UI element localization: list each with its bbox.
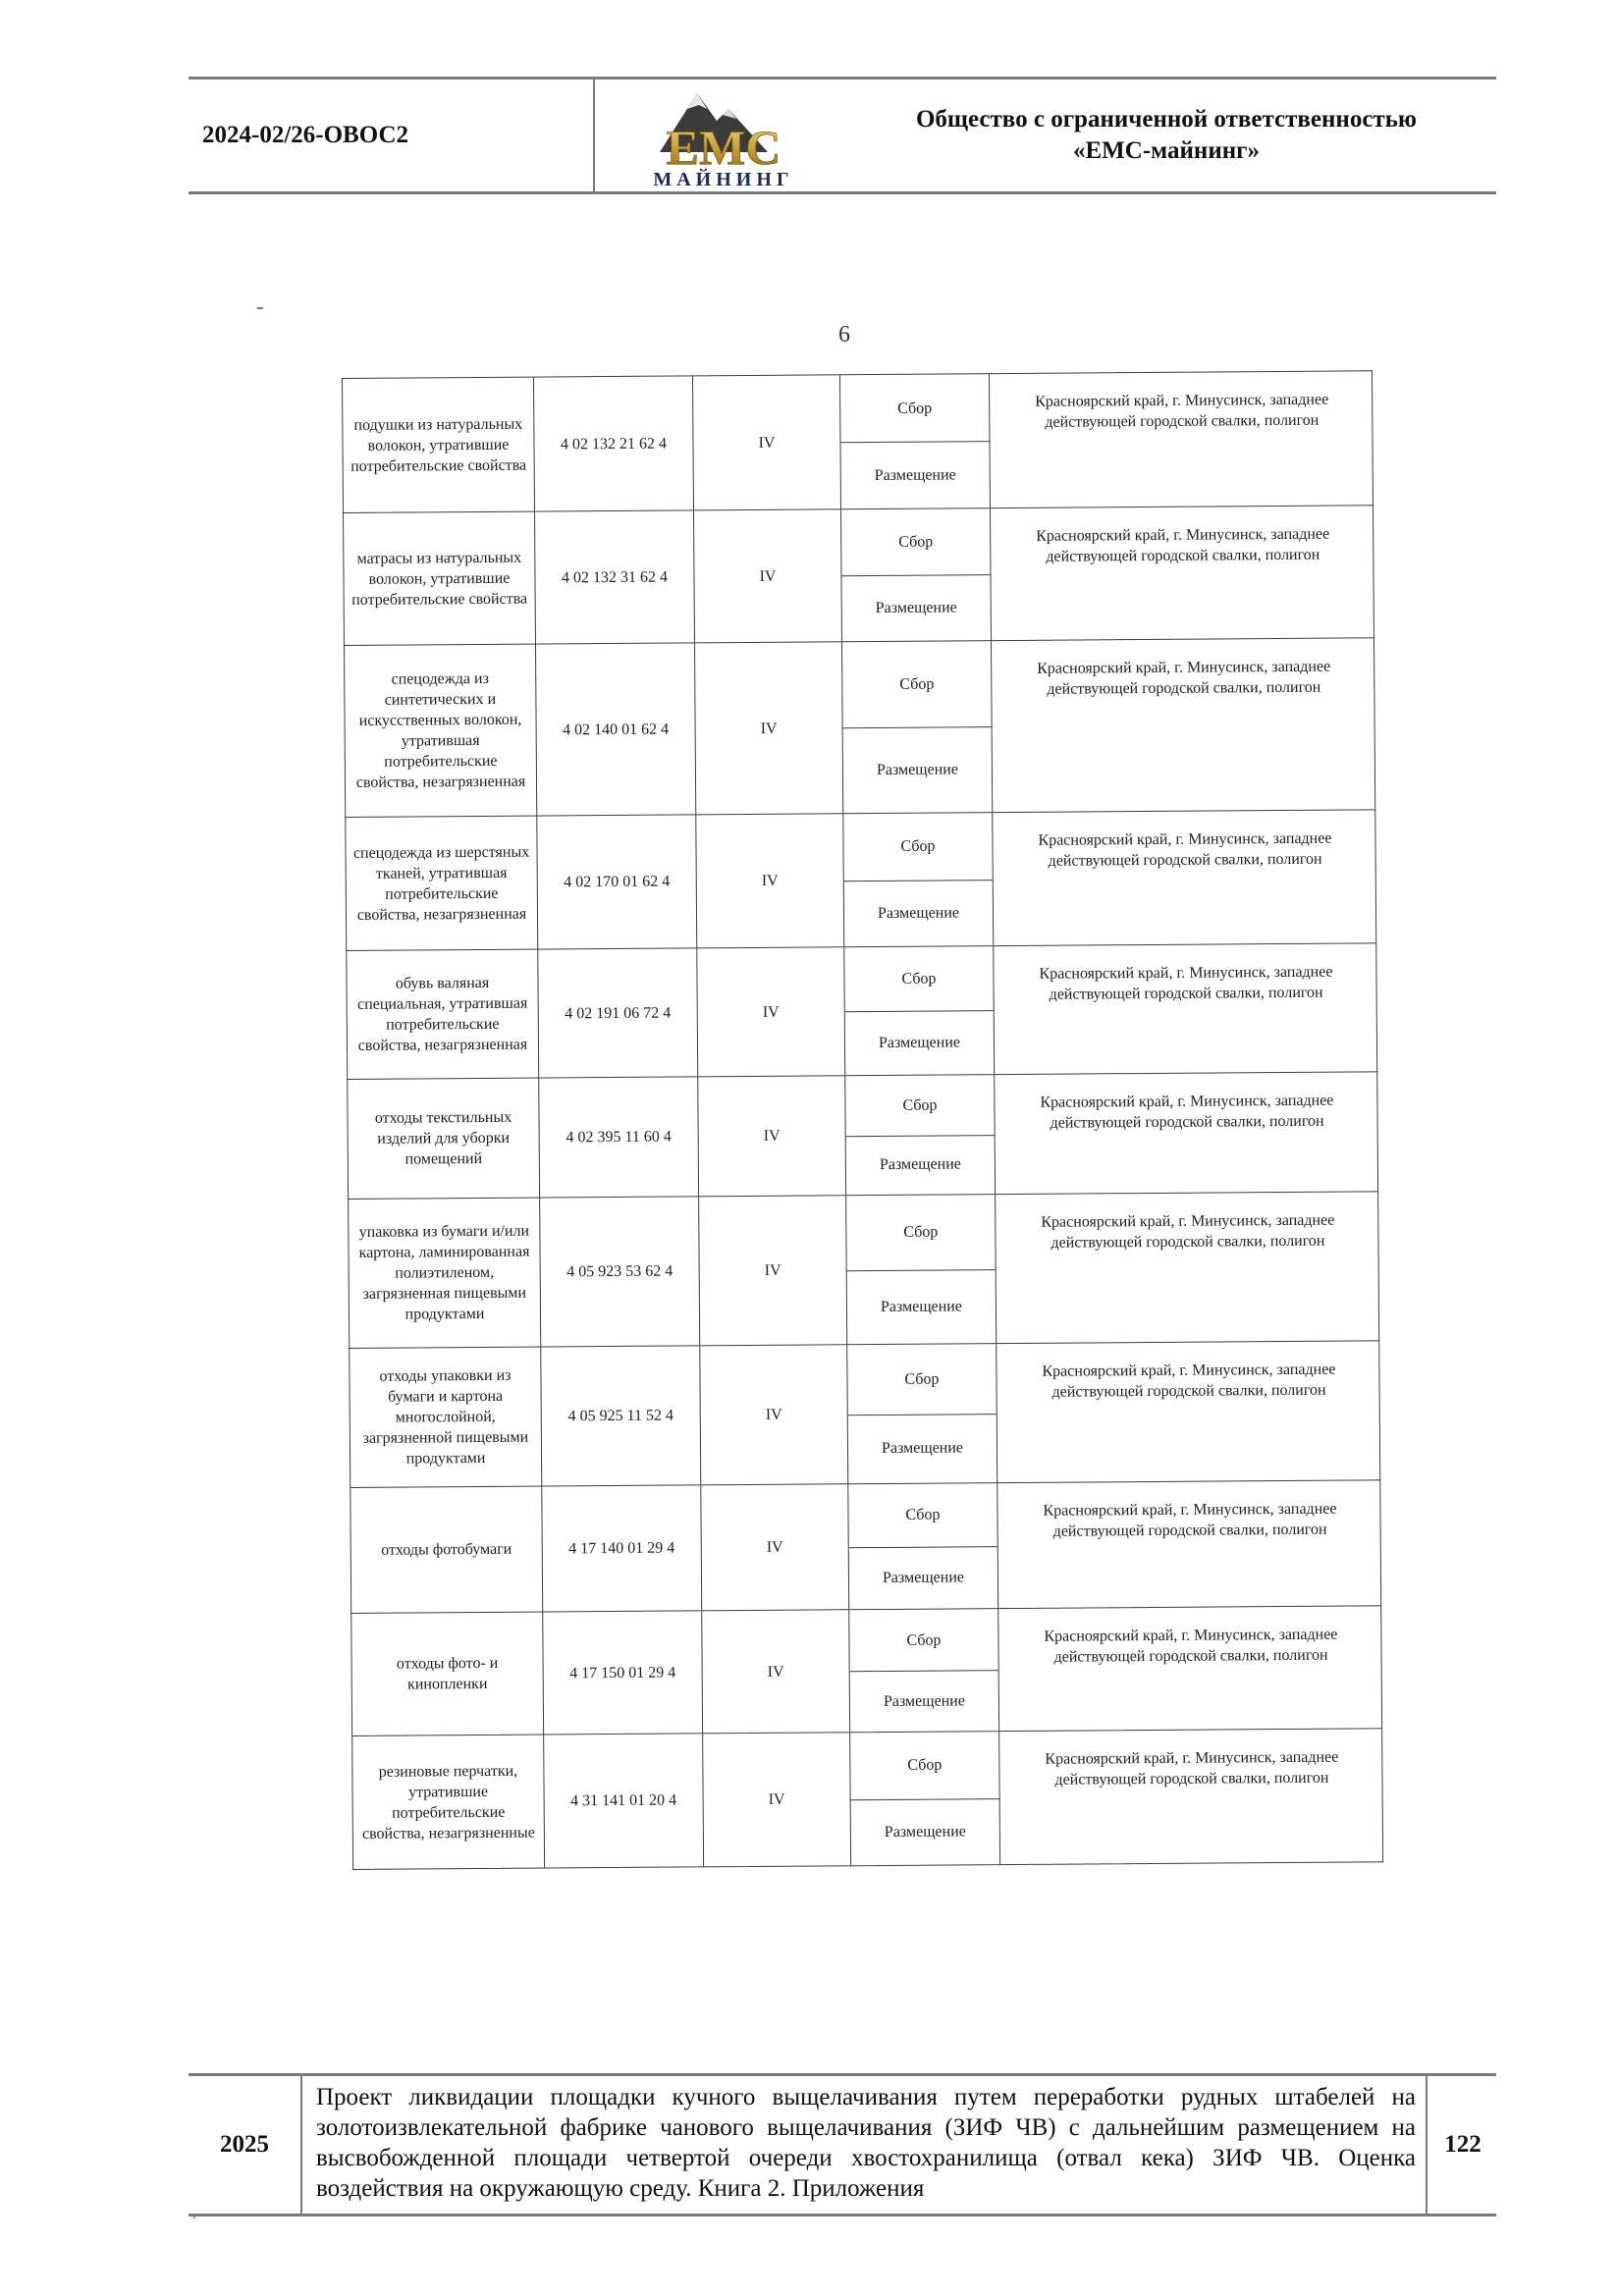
logo-letters: EMC [666,120,781,175]
scan-speck [257,307,263,309]
waste-name: спецодежда из синтетических и искусственных волокон, утратившая потребительские свойства, незагрязненная [345,645,537,817]
waste-name: обувь валяная специальная, утратившая потребительские свойства, незагрязненная [347,950,539,1079]
logo-subtext: МАЙНИНГ [653,169,794,189]
fkko-code: 4 05 923 53 62 4 [540,1197,700,1346]
hazard-class: IV [703,1733,851,1866]
disposal-location: Красноярский край, г. Минусинск, западнее действующей городской свалки, полигон [1043,1500,1337,1540]
scanned-page-number: 6 [838,322,850,347]
disposal-location: Красноярский край, г. Минусинск, западнее действующей городской свалки, полигон [1040,1092,1334,1132]
operation-placement: Размещение [884,1823,966,1841]
page-footer [189,2073,1496,2216]
footer-year: 2025 [189,2076,302,2214]
hazard-class: IV [702,1610,850,1733]
operation-collection: Сбор [846,1195,996,1271]
operation-collection: Сбор [850,1732,998,1800]
waste-name: матрасы из натуральных волокон, утратившие потребительские свойства [344,512,536,645]
hazard-class: IV [696,814,844,947]
table-row [343,505,1374,645]
table-row [347,1071,1378,1199]
waste-name: отходы текстильных изделий для уборки помещений [348,1079,540,1199]
table-row [350,1605,1382,1735]
operation-collection: Сбор [849,1609,997,1672]
operation-collection: Сбор [847,1344,997,1415]
disposal-location: Красноярский край, г. Минусинск, западнее действующей городской свалки, полигон [1037,658,1331,698]
operation-collection: Сбор [841,508,990,576]
disposal-location: Красноярский край, г. Минусинск, западнее действующей городской свалки, полигон [1045,1748,1339,1789]
table-row [351,1728,1383,1870]
header-divider [593,80,595,191]
operation-placement: Размещение [874,465,956,484]
operation-collection: Сбор [843,813,992,881]
waste-name: спецодежда из шерстяных тканей, утратившая потребительские свойства, незагрязненная [346,817,538,950]
operation-placement: Размещение [876,761,958,779]
mountain-logo-icon [630,83,817,189]
fkko-code: 4 05 925 11 52 4 [541,1346,701,1485]
table-row [344,637,1375,817]
operations-cell [847,1344,997,1483]
fkko-code: 4 02 170 01 62 4 [537,815,697,948]
table-row [349,1340,1380,1487]
fkko-code: 4 02 132 31 62 4 [535,510,695,643]
org-line-1: Общество с ограниченной ответственностью [915,106,1418,133]
operations-cell [845,1075,996,1195]
disposal-location: Красноярский край, г. Минусинск, западнее действующей городской свалки, полигон [1042,1361,1336,1401]
operations-cell [840,374,991,508]
table-row [348,1191,1379,1348]
fkko-code: 4 31 141 01 20 4 [544,1734,704,1867]
operation-placement: Размещение [881,1439,964,1458]
waste-name: упаковка из бумаги и/или картона, ламинированная полиэтиленом, загрязненная пищевыми продуктами [349,1199,541,1348]
operation-collection: Сбор [848,1483,997,1548]
disposal-location: Красноярский край, г. Минусинск, западнее действующей городской свалки, полигон [1036,525,1330,565]
disposal-location: Красноярский край, г. Минусинск, западнее действующей городской свалки, полигон [1035,391,1329,431]
hazard-class: IV [693,375,841,509]
operation-collection: Сбор [845,1075,994,1137]
disposal-location: Красноярский край, г. Минусинск, западнее действующей городской свалки, полигон [1044,1626,1338,1666]
waste-name: резиновые перчатки, утратившие потребительские свойства, незагрязненные [352,1735,545,1869]
waste-name: отходы фотобумаги [350,1487,543,1613]
company-logo [630,83,817,189]
table-row [350,1479,1381,1613]
operations-cell [842,641,993,813]
operation-collection: Сбор [842,641,992,728]
operations-cell [846,1195,997,1344]
hazard-class: IV [700,1345,848,1484]
operations-cell [849,1609,999,1732]
footer-project-title: Проект ликвидации площадки кучного выщелачивания путем переработки рудных штабелей на золотоизвлекательной фабрике чанового выщелачивания (ЗИФ ЧВ) с дальнейшим размещением на высвобожденной площади четвертой очереди хвостохранилища (отвал кека) ЗИФ ЧВ. Оценка воздействия на окружающую среду. Книга 2. Приложения [316,2084,1416,2202]
hazard-class: IV [697,947,845,1076]
fkko-code: 4 02 191 06 72 4 [538,948,698,1077]
table-row [346,942,1377,1079]
disposal-location: Красноярский край, г. Минусинск, западнее действующей городской свалки, полигон [1038,829,1332,870]
footer-page-number: 122 [1426,2076,1498,2214]
disposal-location: Красноярский край, г. Минусинск, западнее действующей городской свалки, полигон [1041,1211,1335,1252]
org-line-2: «ЕМС-майнинг» [1073,137,1260,164]
page-header [189,77,1496,194]
operations-cell [844,946,995,1075]
operations-cell [850,1732,1000,1865]
operations-cell [848,1483,998,1609]
operations-cell [843,813,994,946]
operation-placement: Размещение [880,1298,962,1315]
waste-name: подушки из натуральных волокон, утратившие потребительские свойства [343,378,535,512]
organization-name [836,80,1496,191]
fkko-code: 4 02 132 21 62 4 [534,376,694,510]
operation-placement: Размещение [879,1155,961,1174]
operation-placement: Размещение [878,1034,961,1052]
table-row [342,370,1374,512]
hazard-class: IV [701,1484,849,1610]
table-row [345,809,1376,950]
operation-placement: Размещение [882,1569,965,1586]
operation-collection: Сбор [844,946,993,1012]
operation-collection: Сбор [840,374,990,443]
waste-name: отходы упаковки из бумаги и картона многослойной, загрязненной пищевыми продуктами [350,1348,542,1487]
scanned-waste-table [342,370,1383,1860]
operation-placement: Размещение [877,904,960,922]
fkko-code: 4 02 395 11 60 4 [539,1077,699,1197]
fkko-code: 4 17 150 01 29 4 [543,1611,703,1734]
disposal-location: Красноярский край, г. Минусинск, западнее действующей городской свалки, полигон [1039,963,1333,1003]
hazard-class: IV [695,642,843,814]
scan-speck-bottom [193,2216,195,2218]
fkko-code: 4 17 140 01 29 4 [542,1485,702,1611]
hazard-class: IV [698,1076,846,1196]
waste-name: отходы фото- и кинопленки [351,1613,544,1735]
fkko-code: 4 02 140 01 62 4 [536,643,696,815]
document-code: 2024-02/26-ОВОС2 [202,122,409,148]
hazard-class: IV [694,509,842,642]
hazard-class: IV [699,1196,847,1345]
operation-placement: Размещение [875,599,957,617]
operation-placement: Размещение [883,1691,965,1710]
operations-cell [841,508,992,641]
